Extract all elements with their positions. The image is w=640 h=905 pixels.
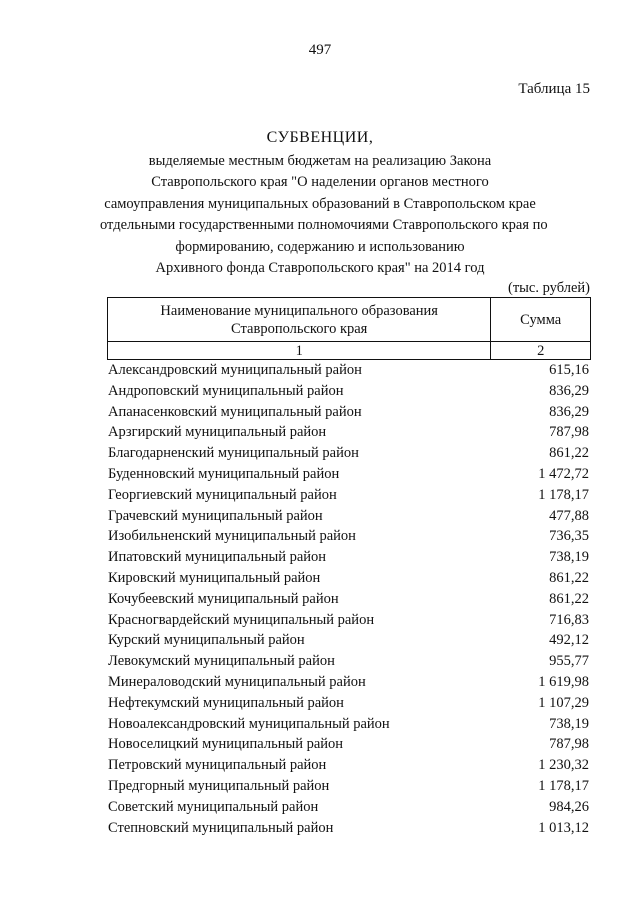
municipality-name: Минераловодский муниципальный район — [108, 673, 366, 690]
subvention-amount: 1 178,17 — [538, 486, 589, 503]
municipality-name: Арзгирский муниципальный район — [108, 424, 327, 441]
table-header — [107, 297, 591, 360]
subtitle-line: отдельными государственными полномочиями Ставропольского края по — [100, 217, 548, 234]
subtitle-line: самоуправления муниципальных образований в Ставропольском крае — [104, 195, 536, 212]
municipality-name: Андроповский муниципальный район — [108, 382, 344, 399]
subvention-amount: 787,98 — [549, 736, 589, 753]
subtitle-line: выделяемые местным бюджетам на реализацию Закона — [148, 153, 492, 169]
subvention-amount: 738,19 — [549, 715, 589, 732]
subvention-amount: 736,35 — [549, 528, 589, 545]
table-label: Таблица 15 — [518, 81, 590, 97]
subvention-amount: 861,22 — [549, 590, 589, 607]
municipality-name: Благодарненский муниципальный район — [108, 445, 359, 462]
municipality-name: Новоалександровский муниципальный район — [108, 715, 390, 732]
table-row — [107, 630, 591, 651]
table-row — [107, 610, 591, 631]
subvention-amount: 1 472,72 — [538, 465, 589, 482]
subvention-amount: 955,77 — [549, 653, 589, 670]
subvention-amount: 861,22 — [549, 569, 589, 586]
document-title: СУБВЕНЦИИ, — [266, 129, 374, 146]
subtitle-line: Ставропольского края "О наделении органов местного — [151, 174, 489, 191]
table-row — [107, 589, 591, 610]
municipality-name: Советский муниципальный район — [108, 798, 319, 815]
municipality-name: Курский муниципальный район — [108, 632, 305, 649]
table-row — [107, 506, 591, 527]
header-number-1: 1 — [108, 342, 491, 360]
header-sum-column: Сумма — [491, 298, 591, 342]
municipality-name: Предгорный муниципальный район — [108, 777, 330, 794]
subvention-amount: 787,98 — [549, 424, 589, 441]
table-row — [107, 651, 591, 672]
table-row — [107, 526, 591, 547]
table-body — [107, 360, 591, 838]
subtitle-line: Архивного фонда Ставропольского края" на 2014 год — [155, 260, 485, 277]
subvention-amount: 738,19 — [549, 549, 589, 566]
subvention-amount: 716,83 — [549, 611, 589, 628]
page-number: 497 — [308, 42, 332, 58]
municipality-name: Александровский муниципальный район — [108, 362, 362, 378]
header-name-column — [108, 298, 491, 342]
municipality-name: Кочубеевский муниципальный район — [108, 590, 339, 607]
table-row — [107, 547, 591, 568]
subvention-amount: 861,22 — [549, 445, 589, 462]
subvention-amount: 492,12 — [549, 632, 589, 649]
table-row — [107, 818, 591, 839]
municipality-name: Нефтекумский муниципальный район — [108, 694, 344, 711]
table-row — [107, 714, 591, 735]
subvention-amount: 1 230,32 — [538, 757, 589, 774]
municipality-name: Новоселицкий муниципальный район — [108, 736, 344, 753]
municipality-name: Грачевский муниципальный район — [108, 507, 323, 524]
subvention-amount: 1 619,98 — [538, 673, 589, 690]
table-row — [107, 776, 591, 797]
subtitle-line: формированию, содержанию и использованию — [175, 238, 465, 255]
units-label: (тыс. рублей) — [508, 280, 590, 296]
subvention-amount: 836,29 — [549, 382, 589, 399]
municipality-name: Георгиевский муниципальный район — [108, 486, 337, 503]
table-row — [107, 402, 591, 423]
municipality-name: Изобильненский муниципальный район — [108, 528, 356, 545]
table-row — [107, 464, 591, 485]
table-row — [107, 381, 591, 402]
subvention-amount: 1 013,12 — [538, 819, 589, 836]
subvention-amount: 984,26 — [549, 798, 589, 815]
subvention-amount: 836,29 — [549, 403, 589, 420]
table-row — [107, 734, 591, 755]
table-row — [107, 755, 591, 776]
table-row — [107, 443, 591, 464]
subvention-amount: 1 107,29 — [538, 694, 589, 711]
municipality-name: Апанасенковский муниципальный район — [108, 403, 362, 420]
document-subtitle — [100, 151, 548, 279]
subvention-amount: 477,88 — [549, 507, 589, 524]
municipality-name: Буденновский муниципальный район — [108, 465, 340, 482]
header-name-text: Наименование муниципального образования Ставропольского края — [160, 302, 438, 337]
municipality-name: Красногвардейский муниципальный район — [108, 611, 375, 628]
municipality-name: Кировский муниципальный район — [108, 569, 321, 586]
table-row — [107, 422, 591, 443]
table-row — [107, 672, 591, 693]
subvention-amount: 1 178,17 — [538, 777, 589, 794]
table-row — [107, 485, 591, 506]
municipality-name: Петровский муниципальный район — [108, 757, 327, 774]
municipality-name: Ипатовский муниципальный район — [108, 549, 327, 566]
table-row — [107, 568, 591, 589]
table-row — [107, 797, 591, 818]
table-row — [107, 360, 591, 381]
table-row — [107, 693, 591, 714]
municipality-name: Степновский муниципальный район — [108, 819, 334, 836]
municipality-name: Левокумский муниципальный район — [108, 653, 335, 670]
subvention-amount: 615,16 — [549, 362, 589, 378]
header-number-2: 2 — [491, 342, 591, 360]
